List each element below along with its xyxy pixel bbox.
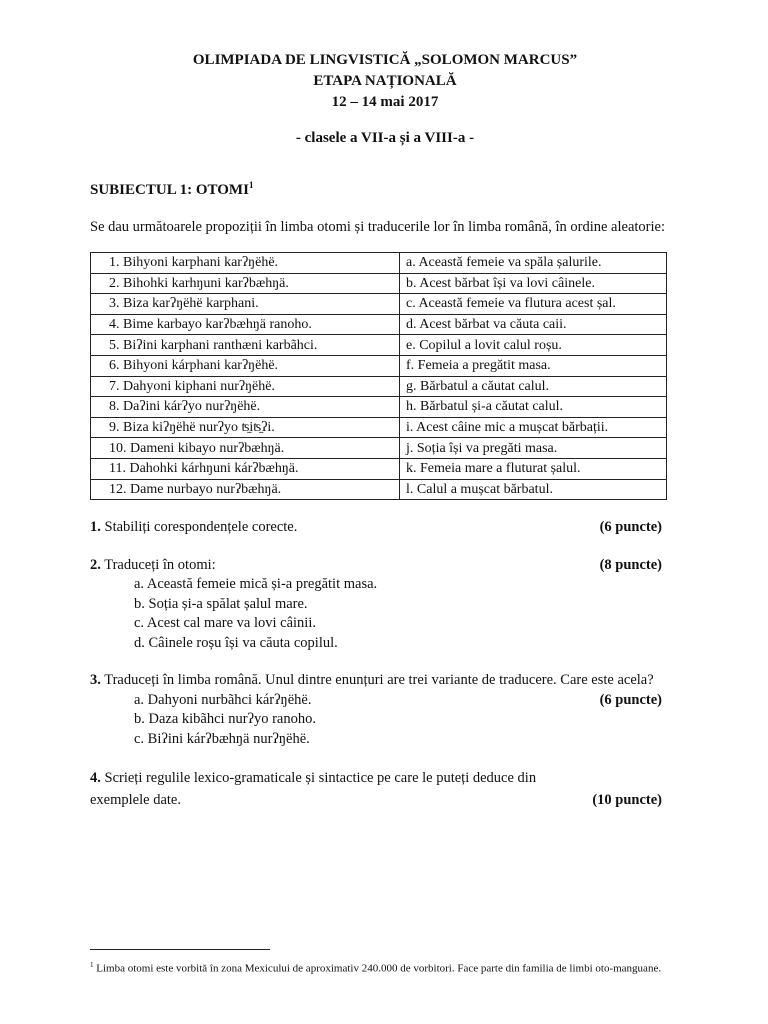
otomi-sentence: 3. Biza karʔŋëhë karphani.: [91, 294, 400, 315]
otomi-sentence: 4. Bime karbayo karʔbæhŋä ranoho.: [91, 314, 400, 335]
otomi-sentence: 11. Dahohki kárhŋuni kárʔbæhŋä.: [91, 458, 400, 479]
task-item: d. Câinele roșu își va căuta copilul.: [134, 634, 338, 651]
romanian-translation: d. Acest bărbat va căuta caii.: [400, 314, 667, 335]
olympiad-title: OLIMPIADA DE LINGVISTICĂ „SOLOMON MARCUS”: [192, 52, 578, 68]
otomi-sentence: 12. Dame nurbayo nurʔbæhŋä.: [91, 479, 400, 500]
task-item: b. Soția și-a spălat șalul mare.: [134, 595, 308, 612]
task-number: 2.: [90, 556, 101, 573]
sentence-table: [90, 252, 667, 500]
romanian-translation: a. Această femeie va spăla șalurile.: [400, 253, 667, 274]
task-3: [90, 671, 680, 749]
romanian-translation: f. Femeia a pregătit masa.: [400, 355, 667, 376]
subject-title: [90, 180, 680, 199]
task-item: c. Acest cal mare va lovi câinii.: [134, 615, 316, 632]
task-points: (10 puncte): [592, 792, 662, 809]
otomi-sentence: 6. Bihyoni kárphani karʔŋëhë.: [91, 355, 400, 376]
romanian-translation: k. Femeia mare a fluturat șalul.: [400, 458, 667, 479]
stage-title: ETAPA NAȚIONALĂ: [313, 73, 457, 89]
table-row: [91, 376, 667, 397]
task-item: a. Această femeie mică și-a pregătit masa.: [134, 576, 378, 593]
otomi-sentence: 2. Bihohki karhŋuni karʔbæhŋä.: [91, 273, 400, 294]
task-4: [90, 767, 680, 811]
otomi-sentence: 7. Dahyoni kiphani nurʔŋëhë.: [91, 376, 400, 397]
romanian-translation: b. Acest bărbat își va lovi câinele.: [400, 273, 667, 294]
table-row: [91, 253, 667, 274]
footnote-text: Limba otomi este vorbită în zona Mexicului de aproximativ 240.000 de vorbitori. Face parte din familia de limbi oto-manguane.: [93, 962, 662, 975]
task-2: [90, 556, 680, 654]
task-item: c. Biʔini kárʔbæhŋä nurʔŋëhë.: [134, 730, 310, 747]
romanian-translation: c. Această femeie va flutura acest șal.: [400, 294, 667, 315]
subject-title-text: SUBIECTUL 1: OTOMI: [90, 182, 249, 198]
otomi-sentence: 5. Biʔini karphani ranthæni karbãhci.: [91, 335, 400, 356]
romanian-translation: e. Copilul a lovit calul roșu.: [400, 335, 667, 356]
romanian-translation: i. Acest câine mic a mușcat bărbații.: [400, 417, 667, 438]
table-row: [91, 397, 667, 418]
task-text: Traduceți în limba română. Unul dintre enunțuri are trei variante de traducere. Care este acela?: [100, 672, 654, 689]
task-item: b. Daza kibãhci nurʔyo ranoho.: [134, 711, 316, 728]
task-points: (6 puncte): [599, 691, 662, 708]
classes-line: - clasele a VII-a și a VIII-a -: [295, 130, 475, 146]
table-row: [91, 294, 667, 315]
otomi-sentence: 8. Daʔini kárʔyo nurʔŋëhë.: [91, 397, 400, 418]
footnote: [90, 957, 680, 977]
table-row: [91, 458, 667, 479]
task-number: 4.: [90, 770, 101, 787]
romanian-translation: l. Calul a mușcat bărbatul.: [400, 479, 667, 500]
romanian-translation: h. Bărbatul și-a căutat calul.: [400, 397, 667, 418]
otomi-sentence: 10. Dameni kibayo nurʔbæhŋä.: [91, 438, 400, 459]
task-text: Traduceți în otomi:: [100, 556, 216, 573]
romanian-translation: g. Bărbatul a căutat calul.: [400, 376, 667, 397]
otomi-sentence: 9. Biza kiʔŋëhë nurʔyo ʦ̱iʦ̱ʔi.: [91, 417, 400, 438]
task-points: (6 puncte): [599, 519, 662, 536]
otomi-sentence: 1. Bihyoni karphani karʔŋëhë.: [91, 253, 400, 274]
task-text: Scrieți regulile lexico-gramaticale și sintactice pe care le puteți deduce din exemplele date.: [90, 770, 537, 809]
task-1: [90, 518, 680, 538]
date-line: 12 – 14 mai 2017: [331, 94, 439, 110]
table-row: [91, 314, 667, 335]
table-row: [91, 438, 667, 459]
table-row: [91, 355, 667, 376]
table-row: [91, 335, 667, 356]
page-header: [90, 50, 680, 113]
task-points: (8 puncte): [599, 556, 662, 573]
task-text: Stabiliți corespondențele corecte.: [100, 519, 298, 536]
task-number: 1.: [90, 519, 101, 536]
footnote-divider: [90, 949, 270, 950]
exam-page: [90, 50, 680, 811]
task-item: a. Dahyoni nurbãhci kárʔŋëhë.: [134, 691, 312, 708]
table-row: [91, 273, 667, 294]
table-row: [91, 479, 667, 500]
footnote-marker: 1: [248, 180, 254, 190]
task-number: 3.: [90, 672, 101, 689]
romanian-translation: j. Soția își va pregăti masa.: [400, 438, 667, 459]
table-row: [91, 417, 667, 438]
intro-paragraph: Se dau următoarele propoziții în limba otomi și traducerile lor în limba română, în ordine aleatorie:: [90, 219, 665, 235]
footnote-mark: 1: [90, 961, 94, 969]
